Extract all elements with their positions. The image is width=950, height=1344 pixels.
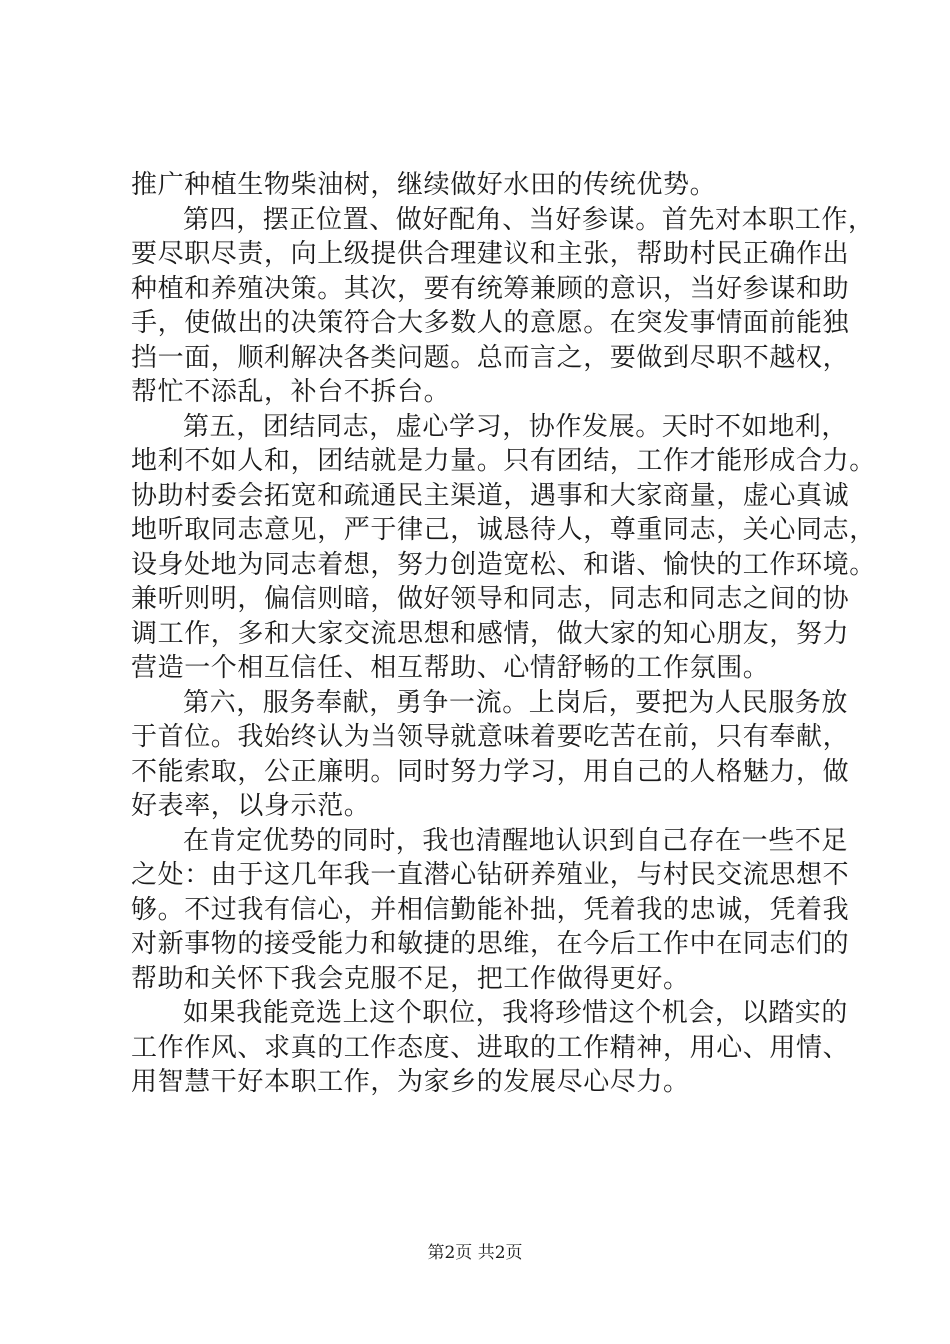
text-line: 工作作风、求真的工作态度、进取的工作精神，用心、用情、 bbox=[131, 1032, 850, 1063]
text-line: 好表率，以身示范。 bbox=[131, 791, 371, 821]
text-line: 用智慧干好本职工作，为家乡的发展尽心尽力。 bbox=[131, 1067, 690, 1097]
text-line: 之处：由于这几年我一直潜心钻研养殖业，与村民交流思想不 bbox=[131, 860, 850, 890]
text-line: 设身处地为同志着想，努力创造宽松、和谐、愉快的工作环境。 bbox=[131, 549, 876, 580]
paragraph-start-line: 第五，团结同志，虚心学习，协作发展。天时不如地利， bbox=[183, 411, 849, 442]
text-line: 种植和养殖决策。其次，要有统筹兼顾的意识，当好参谋和助 bbox=[131, 273, 850, 304]
text-line: 推广种植生物柴油树，继续做好水田的传统优势。 bbox=[131, 170, 717, 200]
text-line: 手，使做出的决策符合大多数人的意愿。在突发事情面前能独 bbox=[131, 308, 850, 338]
text-line: 要尽职尽责，向上级提供合理建议和主张，帮助村民正确作出 bbox=[131, 239, 850, 269]
paragraph-start-line: 第六，服务奉献，勇争一流。上岗后，要把为人民服务放 bbox=[183, 687, 849, 718]
text-line: 地听取同志意见，严于律己，诚恳待人，尊重同志，关心同志， bbox=[131, 515, 876, 545]
text-line: 够。不过我有信心，并相信勤能补拙，凭着我的忠诚，凭着我 bbox=[131, 894, 850, 925]
document-body bbox=[131, 168, 876, 1100]
text-line: 兼听则明，偏信则暗，做好领导和同志，同志和同志之间的协 bbox=[131, 584, 850, 614]
text-line: 营造一个相互信任、相互帮助、心情舒畅的工作氛围。 bbox=[131, 653, 770, 683]
paragraph-start-line: 第四，摆正位置、做好配角、当好参谋。首先对本职工作， bbox=[183, 204, 875, 235]
text-line: 协助村委会拓宽和疏通民主渠道，遇事和大家商量，虚心真诚 bbox=[131, 480, 850, 511]
text-line: 对新事物的接受能力和敏捷的思维，在今后工作中在同志们的 bbox=[131, 929, 850, 959]
page-number-footer: 第2页 共2页 bbox=[427, 1243, 523, 1263]
text-line: 不能索取，公正廉明。同时努力学习，用自己的人格魅力，做 bbox=[131, 756, 850, 787]
text-line: 地利不如人和，团结就是力量。只有团结，工作才能形成合力。 bbox=[131, 446, 876, 476]
text-line: 于首位。我始终认为当领导就意味着要吃苦在前，只有奉献， bbox=[131, 722, 850, 752]
text-line: 调工作，多和大家交流思想和感情，做大家的知心朋友，努力 bbox=[131, 618, 850, 649]
text-line: 帮助和关怀下我会克服不足，把工作做得更好。 bbox=[131, 963, 690, 994]
paragraph-start-line: 如果我能竞选上这个职位，我将珍惜这个机会，以踏实的 bbox=[183, 998, 849, 1028]
text-line: 帮忙不添乱，补台不拆台。 bbox=[131, 377, 451, 407]
paragraph-start-line: 在肯定优势的同时，我也清醒地认识到自己存在一些不足 bbox=[183, 825, 849, 856]
text-line: 挡一面，顺利解决各类问题。总而言之，要做到尽职不越权， bbox=[131, 342, 850, 373]
